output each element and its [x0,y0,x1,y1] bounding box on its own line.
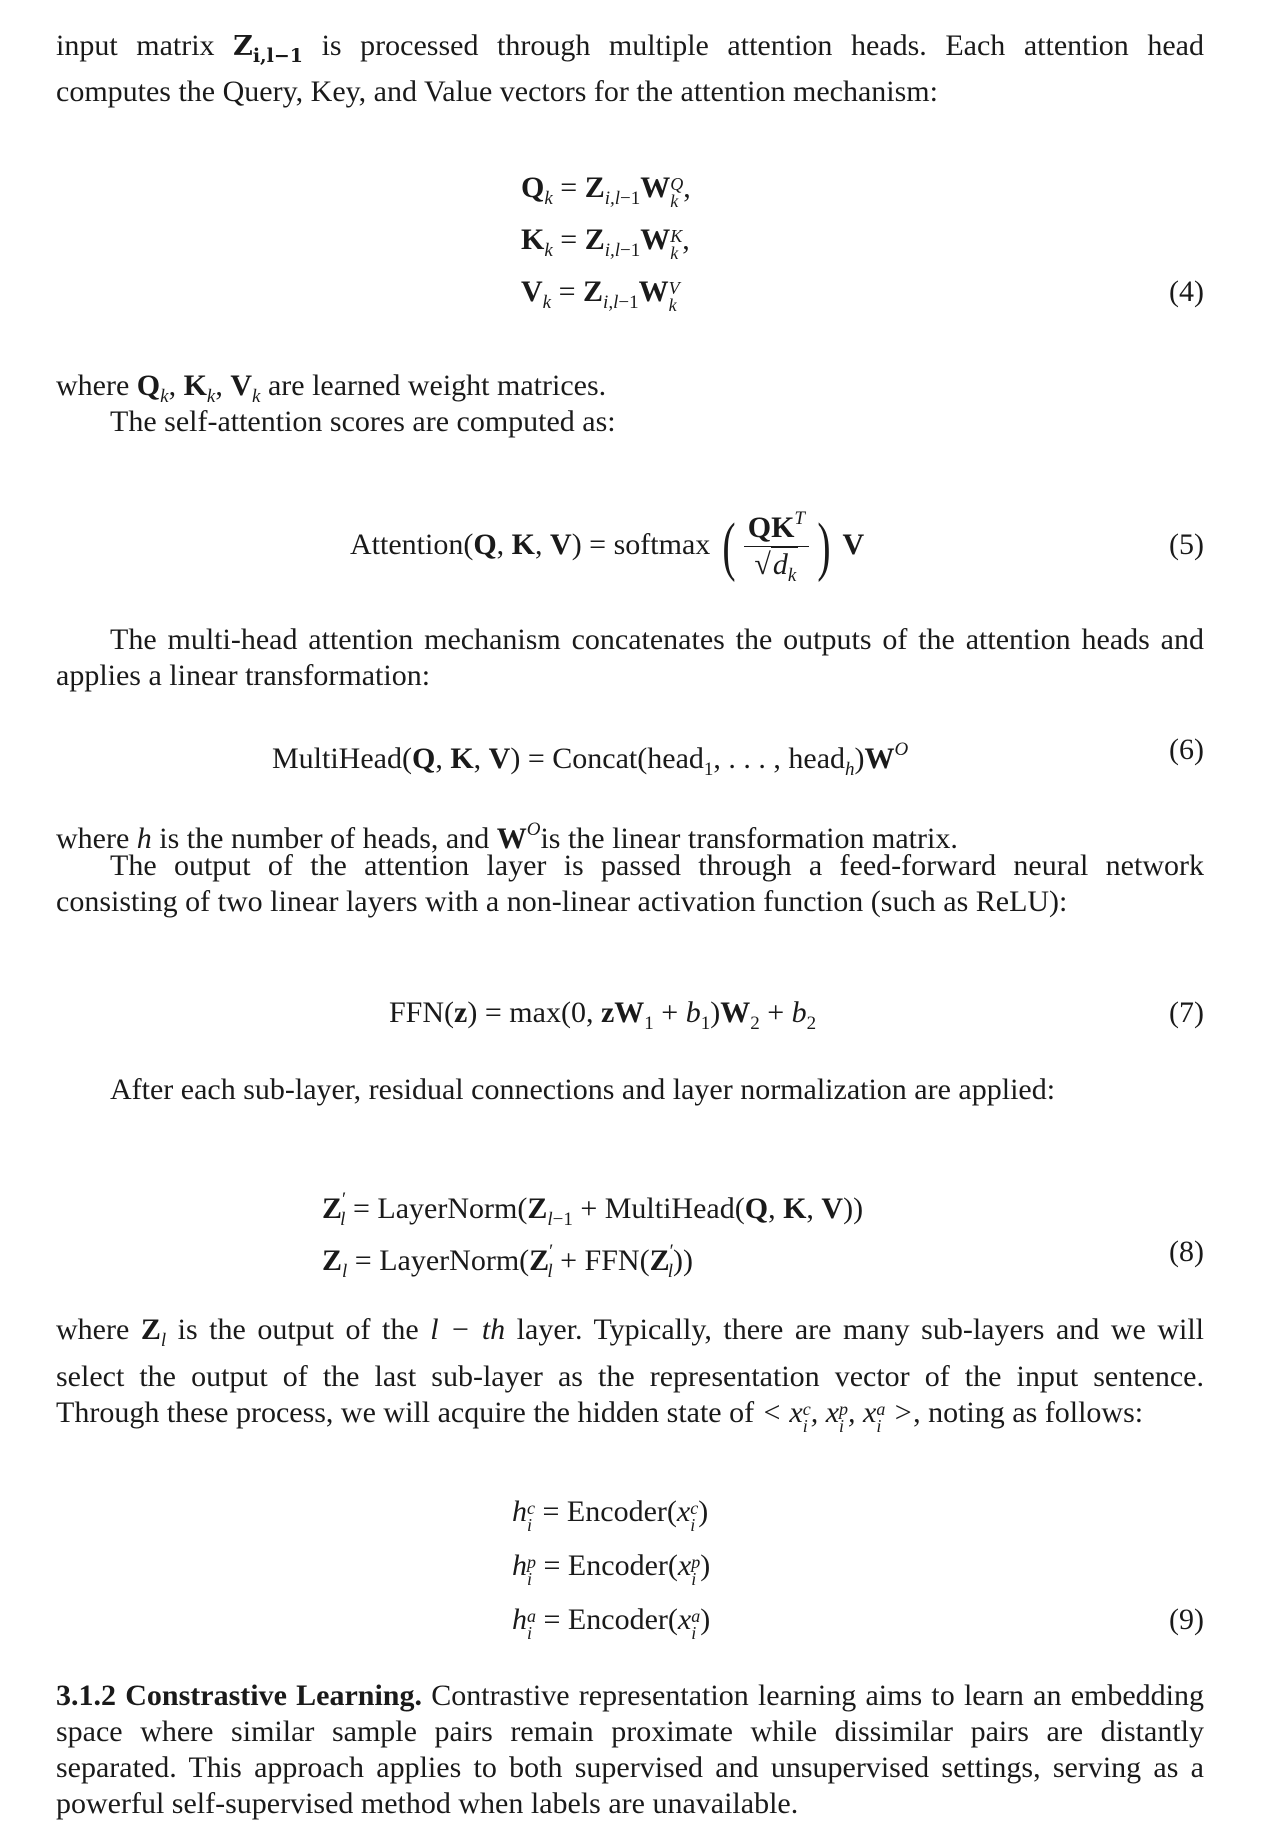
equation-number: (8) [1169,1235,1204,1268]
equation-number: (4) [1169,275,1204,308]
equation-number: (5) [1169,528,1204,561]
ffn-intro: The output of the attention layer is passed through a feed-forward neural network consisting of two linear layers with a non-linear activation function (such as ReLU): [56,849,1204,918]
where-qkv-text: where $Q_k$, $K_k$, $V_k$ are learned weight matrices. [56,369,607,407]
equation-7: FFN(z) = max(0, $zW_1 + b_1)W_2 + b_2$ (7) [389,996,1204,1034]
equation-9: h c i = Encoder(x c i ) h p i = Encoder(x p i ) h a i = Encoder(x a i ) (9) [512,1495,1204,1643]
equation-number: (7) [1169,996,1204,1029]
where-h-text: where h is the number of heads, and $W^Ois$ the linear transformation matrix. [56,819,958,855]
intro-paragraph: input matrix $Z_{i,l-1}$ is processed through multiple attention heads. Each attention head computes the Query, Key, and Value vectors for the attention mechanism: [56,29,1205,108]
section-heading: 3.1.2 Constrastive Learning. [56,1679,422,1712]
where-zl-paragraph: where $Z_l$ is the output of the l − th layer. Typically, there are many sub-layers and we will select the output of the last sub-layer as the representation vector of the input sentence. Through these process, we will acquire the hidden state of < x c i , x p i , x a i >, noting as follows: [56,1313,1204,1436]
self-attention-intro: The self-attention scores are computed as: [110,405,616,438]
section-paragraph: 3.1.2 Constrastive Learning. Contrastive representation learning aims to learn an embedding space where similar sample pairs remain proximate while dissimilar pairs are distantly separated. This approach applies to both supervised and unsupervised settings, serving as a powerful self-supervised method when labels are unavailable. [56,1679,1205,1820]
residual-intro: After each sub-layer, residual connections and layer normalization are applied: [110,1073,1056,1106]
equation-4: $Q_k = Z_{i,l-1}W$ Q k , $K_k = Z_{i,l-1}W$ K k , $V_k = Z_{i,l-1}W$ V k (4) [521,171,1204,315]
equation-5: Attention(Q, K, V) = softmax ( $\frac{QK^T}{√d_k}$ ) V (5) [56,500,1204,590]
equation-8: $Z'_l$ = $LayerNorm(Z_{l-1}$ + MultiHead(Q, K, V)) $Z_l$ = $LayerNorm(Z'_l + FFN(Z'_l))$ (8) [322,1189,1204,1282]
multihead-intro: The multi-head attention mechanism concatenates the outputs of the attention heads and applies a linear transformation: [56,623,1204,692]
equation-6: MultiHead(Q, K, V) = Concat(head$_1$, . . . , $head_h)W^O$ (6) [272,733,1204,780]
equation-number: (6) [1169,733,1204,766]
equation-number: (9) [1169,1603,1204,1636]
